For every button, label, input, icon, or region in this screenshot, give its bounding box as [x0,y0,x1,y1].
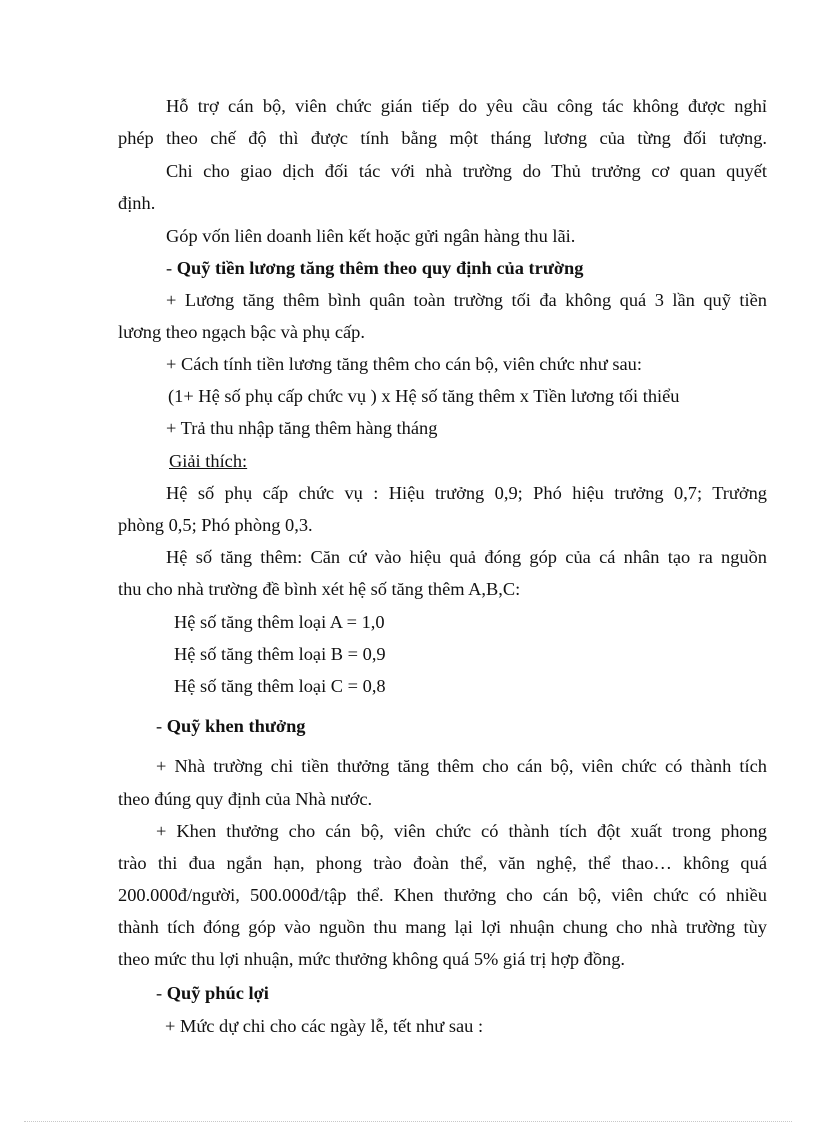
page-bottom-border [24,1121,792,1122]
paragraph-line: theo mức thu lợi nhuận, mức thưởng không quá 5% giá trị hợp đồng. [118,949,626,969]
paragraph-line: + Khen thưởng cho cán bộ, viên chức có thành tích đột xuất trong phong [156,821,767,841]
section-heading-bonus-fund [156,715,306,737]
paragraph-line: Chi cho giao dịch đối tác với nhà trường do Thủ trưởng cơ quan quyết [166,161,767,181]
section-heading-welfare-fund [156,982,269,1004]
heading-text: Quỹ tiền lương tăng thêm theo quy định của trường [176,258,584,278]
paragraph-line: thu cho nhà trường đề bình xét hệ số tăng thêm A,B,C: [118,579,521,599]
paragraph-line: + Cách tính tiền lương tăng thêm cho cán bộ, viên chức như sau: [166,354,642,374]
paragraph-line: Hỗ trợ cán bộ, viên chức gián tiếp do yêu cầu công tác không được nghỉ [166,96,767,116]
paragraph-line: lương theo ngạch bậc và phụ cấp. [118,322,365,342]
explanation-label: Giải thích: [169,451,248,471]
paragraph-line: 200.000đ/người, 500.000đ/tập thể. Khen thưởng cho cán bộ, viên chức có nhiều [118,885,767,905]
heading-dash: - [166,258,177,278]
paragraph-line: theo đúng quy định của Nhà nước. [118,789,373,809]
heading-text: Quỹ khen thưởng [166,716,306,736]
paragraph-line: trào thi đua ngắn hạn, phong trào đoàn thể, văn nghệ, thể thao… không quá [118,853,767,873]
heading-dash: - [156,716,167,736]
coefficient-line: Hệ số tăng thêm loại B = 0,9 [174,644,386,664]
paragraph-line: + Mức dự chi cho các ngày lễ, tết như sau : [165,1016,484,1036]
paragraph-line: Góp vốn liên doanh liên kết hoặc gửi ngân hàng thu lãi. [166,226,576,246]
paragraph-line: Hệ số tăng thêm: Căn cứ vào hiệu quả đóng góp của cá nhân tạo ra nguồn [166,547,767,567]
paragraph-line: + Trả thu nhập tăng thêm hàng tháng [166,418,438,438]
paragraph-line: thành tích đóng góp vào nguồn thu mang lại lợi nhuận chung cho nhà trường tùy [118,917,767,937]
paragraph-line: Hệ số phụ cấp chức vụ : Hiệu trưởng 0,9; Phó hiệu trưởng 0,7; Trưởng [166,483,767,503]
section-heading-salary-fund [166,257,583,279]
paragraph-line: phòng 0,5; Phó phòng 0,3. [118,515,313,535]
heading-text: Quỹ phúc lợi [166,983,269,1003]
coefficient-line: Hệ số tăng thêm loại C = 0,8 [174,676,386,696]
paragraph-line: phép theo chế độ thì được tính bằng một tháng lương của từng đối tượng. [118,128,767,148]
heading-dash: - [156,983,167,1003]
paragraph-line: định. [118,193,156,213]
paragraph-line: + Lương tăng thêm bình quân toàn trường tối đa không quá 3 lần quỹ tiền [166,290,767,310]
formula-line: (1+ Hệ số phụ cấp chức vụ ) x Hệ số tăng thêm x Tiền lương tối thiểu [168,386,680,406]
coefficient-line: Hệ số tăng thêm loại A = 1,0 [174,612,385,632]
paragraph-line: + Nhà trường chi tiền thưởng tăng thêm cho cán bộ, viên chức có thành tích [156,756,767,776]
